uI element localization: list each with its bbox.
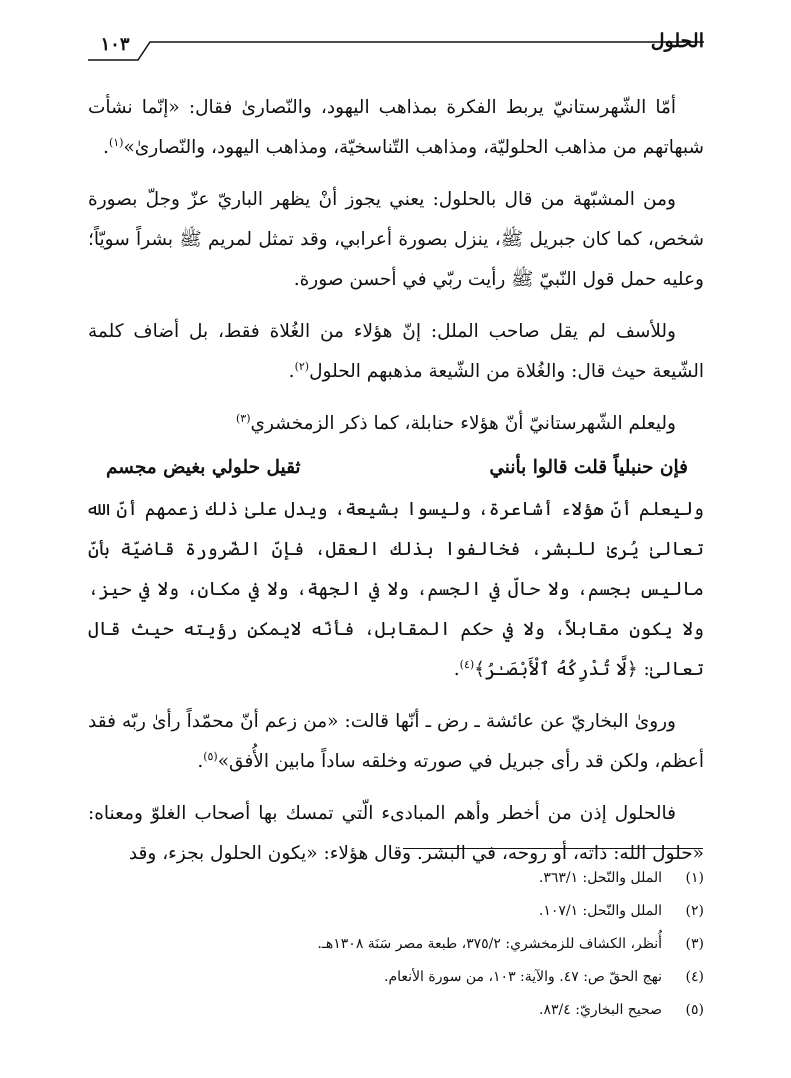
footnote-ref-5: (٥) <box>203 749 218 763</box>
footnote-4 <box>88 961 704 994</box>
footnote-text: نهج الحقّ ص: ٤٧. والآية: ١٠٣، من سورة الأنعام. <box>384 969 662 985</box>
footnote-5 <box>88 994 704 1027</box>
paragraph-3: وللأسف لم يقل صاحب الملل: إنّ هؤلاء من الغُلاة فقط، بل أضاف كلمة الشّيعة حيث قال: والغُلاة من الشّيعة مذهبهم الحلول$^{(٢)}$. <box>88 321 704 382</box>
main-text <box>88 88 704 886</box>
running-title: الحلول <box>650 30 704 52</box>
page-number: ١٠٣ <box>100 34 130 55</box>
paragraph-text: وليعلم الشّهرستانيّ أنّ هؤلاء حنابلة، كما ذكر الزمخشري <box>250 413 676 434</box>
footnote-ref-1: (١) <box>108 135 124 149</box>
paragraph-2 <box>88 180 704 300</box>
footnote-text: الملل والنّحل: ١٠٧/١. <box>538 903 662 919</box>
paragraph-text: أمّا الشّهرستانيّ يربط الفكرة بمذاهب اليهود، والنّصارىٰ فقال: «إنّما نشأت شبهاتهم من مذاهب الحلوليّة، ومذاهب التّناسخيّة، ومذاهب اليهود، والنّصارىٰ» <box>88 97 704 158</box>
footnote-number: (٥) <box>685 1002 704 1018</box>
paragraph-text: فالحلول إذن من أخطر وأهم المبادىء الّتي تمسك بها أصحاب الغلوّ ومعناه: «حلول الله: ذاته، أو روحه، في البشر. وقال هؤلاء: «يكون الحلول بجزء، وقد <box>88 803 704 864</box>
paragraph-text: وروىٰ البخاريّ عن عائشة ـ رض ـ أنّها قالت: «من زعم أنّ محمّداً رأىٰ ربّه فقد أعظم، ولكن قد رأى جبريل في صورته وخلقه ساداً مابين الأُفق» <box>88 711 704 772</box>
paragraph-1: أمّا الشّهرستانيّ يربط الفكرة بمذاهب اليهود، والنّصارىٰ فقال: «إنّما نشأت شبهاتهم من مذاهب الحلوليّة، ومذاهب التّناسخيّة، ومذاهب اليهود، والنّصارىٰ»$^{(١)}$. <box>88 97 704 158</box>
poetry-verse <box>106 448 688 488</box>
header-rule-ornament <box>88 40 704 64</box>
footnote-ref-3: (٣) <box>235 411 251 425</box>
footnote-3 <box>88 928 704 961</box>
footnote-number: (٢) <box>685 903 704 919</box>
footnote-number: (١) <box>685 870 704 886</box>
paragraph-4 <box>88 404 704 444</box>
footnote-separator <box>403 848 703 849</box>
footnote-text: أُنظر، الكشاف للزمخشري: ٣٧٥/٢، طبعة مصر سَنَة ١٣٠٨هـ. <box>317 936 662 952</box>
footnote-number: (٣) <box>685 936 704 952</box>
footnote-ref-4: (٤) <box>459 657 475 671</box>
footnote-number: (٤) <box>685 969 704 985</box>
paragraph-text: ومن المشبّهة من قال بالحلول: يعني يجوز أنْ يظهر الباريّ عزّ وجلّ بصورة شخص، كما كان جبريل ﷺ، ينزل بصورة أعرابي، وقد تمثل لمريم ﷺ بشراً سويّاً؛ وعليه حمل قول النّبيّ ﷺ رأيت ربّي في أحسن صورة. <box>88 189 704 290</box>
verse-left-hemistich: ثقيل حلولي بغيض مجسم <box>106 457 301 478</box>
paragraph-text: وللأسف لم يقل صاحب الملل: إنّ هؤلاء من الغُلاة فقط، بل أضاف كلمة الشّيعة حيث قال: والغُلاة من الشّيعة مذهبهم الحلول <box>88 321 704 382</box>
verse-right-hemistich: فإن حنبلياً قلت قالوا بأنني <box>489 457 688 478</box>
footnote-ref-2: (٢) <box>294 359 310 373</box>
page-header <box>88 30 704 70</box>
footnote-2 <box>88 895 704 928</box>
footnote-1 <box>88 862 704 895</box>
paragraph-6: وروىٰ البخاريّ عن عائشة ـ رض ـ أنّها قالت: «من زعم أنّ محمّداً رأىٰ ربّه فقد أعظم، ولكن قد رأى جبريل في صورته وخلقه ساداً مابين الأُفق»$^{(٥)}$. <box>88 711 704 772</box>
paragraph-5: وليعلم أنّ هؤلاء أشاعرة، وليسوا بشيعة، ويدل علىٰ ذلك زعمهم أنّ الله تعالىٰ يُرىٰ للبشر، فخالفوا بذلك العقل، فإنّ الضّرورة قاضيّة بأنّ ماليس بجسم، ولا حالّ في الجسم، ولا في الجهة، ولا في مكان، ولا في حيز، ولا يكون مقابلاً، ولا في حكم المقابل، فأنّه لايمكن رؤيته حيث قال تعالىٰ: ﴿لَّا تُدْرِكُهُ ٱلْأَبْصَـٰرُ﴾$^{(٤)}$. <box>88 499 704 680</box>
footnotes <box>88 862 704 1027</box>
footnote-text: صحيح البخاريّ: ٨٣/٤. <box>539 1002 662 1018</box>
footnote-text: الملل والنّحل: ٣٦٣/١. <box>538 870 662 886</box>
paragraph-text: وليعلم أنّ هؤلاء أشاعرة، وليسوا بشيعة، ويدل علىٰ ذلك زعمهم أنّ الله تعالىٰ يُرىٰ للبشر، فخالفوا بذلك العقل، فإنّ الضّرورة قاضيّة بأنّ ماليس بجسم، ولا حالّ في الجسم، ولا في الجهة، ولا في مكان، ولا في حيز، ولا يكون مقابلاً، ولا في حكم المقابل، فأنّه لايمكن رؤيته حيث قال تعالىٰ: ﴿لَّا تُدْرِكُهُ ٱلْأَبْصَـٰرُ﴾ <box>88 499 704 680</box>
